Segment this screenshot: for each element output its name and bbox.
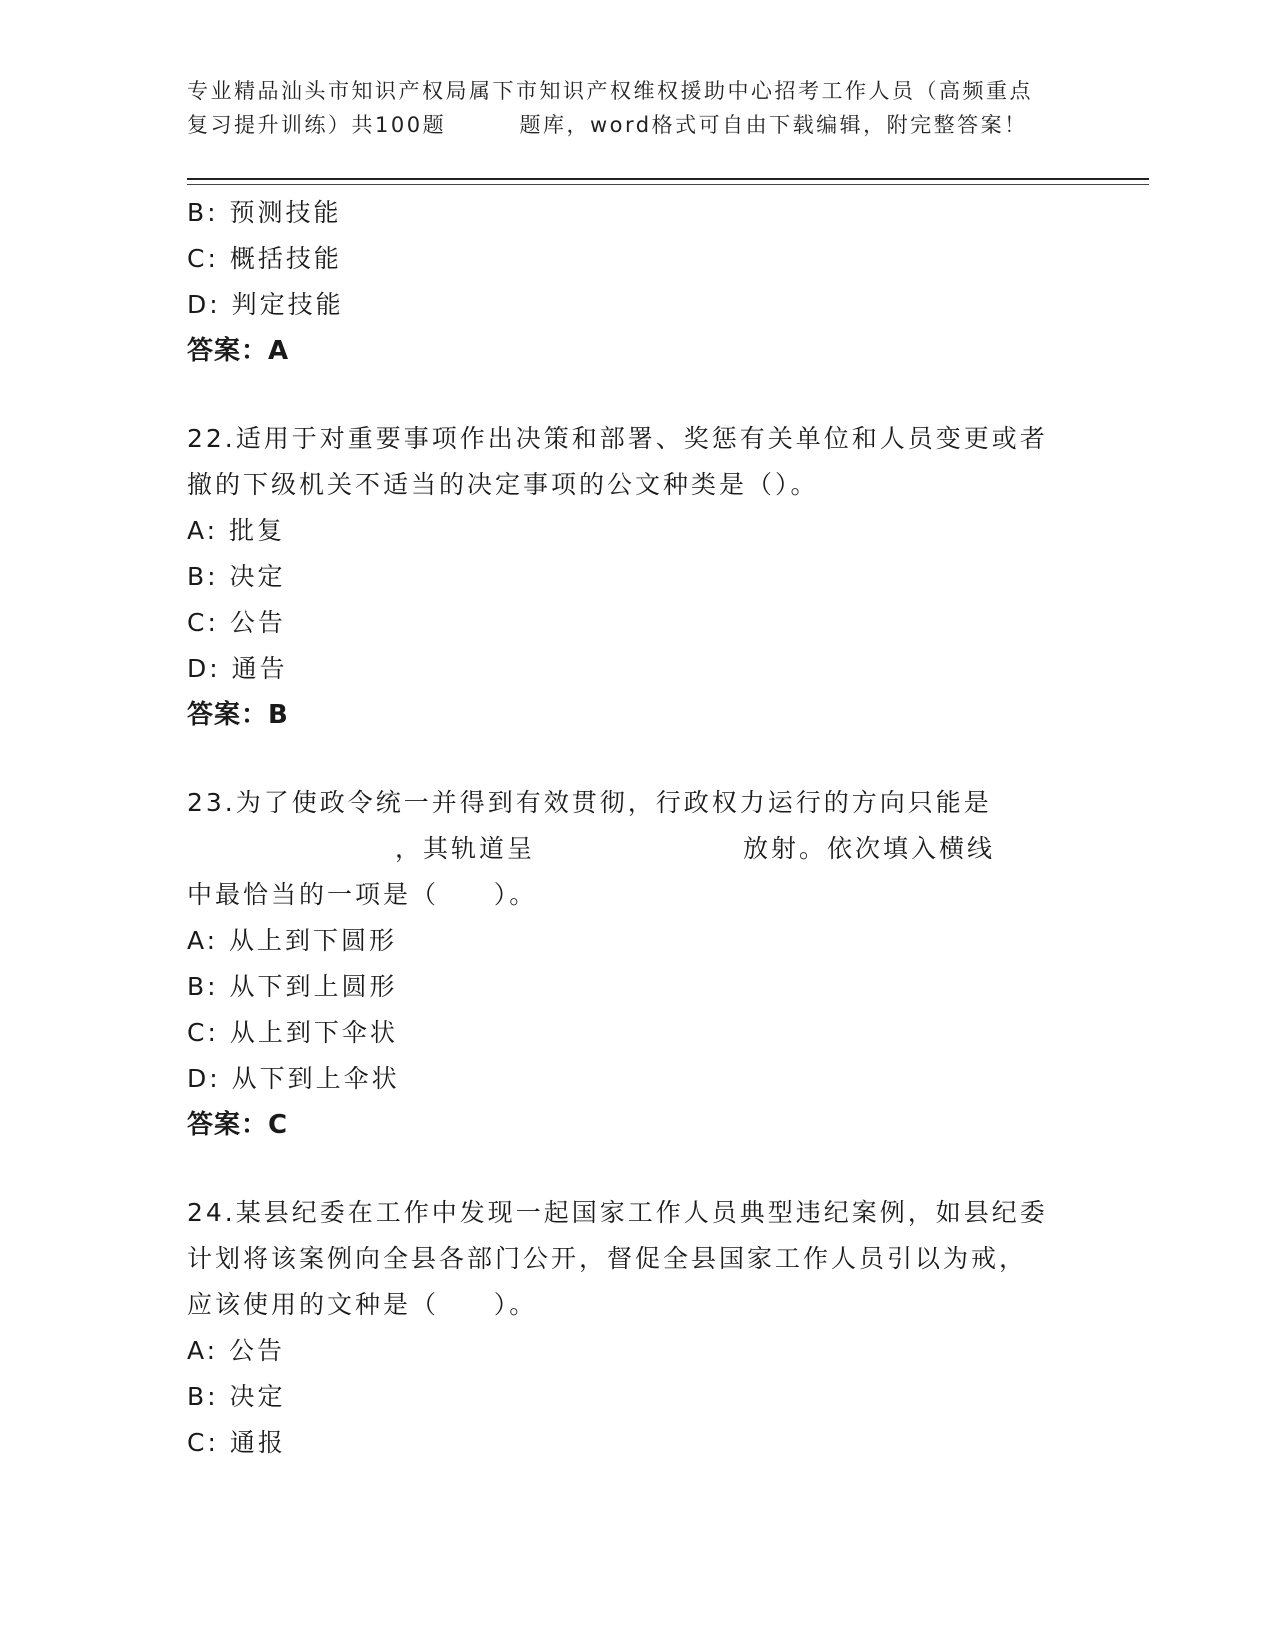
answer: 答案：C [187, 1110, 289, 1140]
question-21-tail [187, 190, 1087, 374]
option-d: D: 从下到上伞状 [187, 1064, 400, 1093]
header-rule-thin [187, 184, 1149, 185]
answer: 答案：B [187, 700, 289, 730]
question-stem-line: 23.为了使政令统一并得到有效贯彻，行政权力运行的方向只能是 [187, 788, 992, 817]
option-c: C: 从上到下伞状 [187, 1018, 398, 1047]
header-line-2: 复习提升训练）共100题 题库，word格式可自由下载编辑，附完整答案！ [187, 113, 1028, 137]
option-c: C: 通报 [187, 1428, 286, 1457]
option-a: A: 从上到下圆形 [187, 926, 398, 955]
question-stem-line: 应该使用的文种是（ ）。 [187, 1290, 538, 1319]
question-stem-line: ，其轨道呈 放射。依次填入横线 [187, 834, 995, 863]
option-d: D: 通告 [187, 654, 288, 683]
question-stem-line: 撤的下级机关不适当的决定事项的公文种类是（）。 [187, 470, 819, 499]
header-rule-thick [187, 178, 1149, 180]
option-a: A: 批复 [187, 516, 286, 545]
option-b: B: 决定 [187, 562, 286, 591]
document-body [187, 190, 1087, 1466]
option-c: C: 概括技能 [187, 244, 342, 273]
option-c: C: 公告 [187, 608, 286, 637]
option-b: B: 预测技能 [187, 198, 342, 227]
question-stem-line: 中最恰当的一项是（ ）。 [187, 880, 538, 909]
question-stem-line: 计划将该案例向全县各部门公开，督促全县国家工作人员引以为戒， [187, 1244, 1028, 1273]
question-stem-line: 24.某县纪委在工作中发现一起国家工作人员典型违纪案例，如县纪委 [187, 1198, 1048, 1227]
option-b: B: 从下到上圆形 [187, 972, 398, 1001]
option-d: D: 判定技能 [187, 290, 344, 319]
question-22 [187, 416, 1087, 738]
header-line-1: 专业精品汕头市知识产权局属下市知识产权维权援助中心招考工作人员（高频重点 [187, 79, 1033, 103]
question-stem-line: 22.适用于对重要事项作出决策和部署、奖惩有关单位和人员变更或者 [187, 424, 1048, 453]
option-b: B: 决定 [187, 1382, 286, 1411]
question-23 [187, 780, 1087, 1148]
answer: 答案：A [187, 336, 290, 366]
question-24 [187, 1190, 1087, 1466]
document-header [187, 74, 1087, 142]
option-a: A: 公告 [187, 1336, 286, 1365]
